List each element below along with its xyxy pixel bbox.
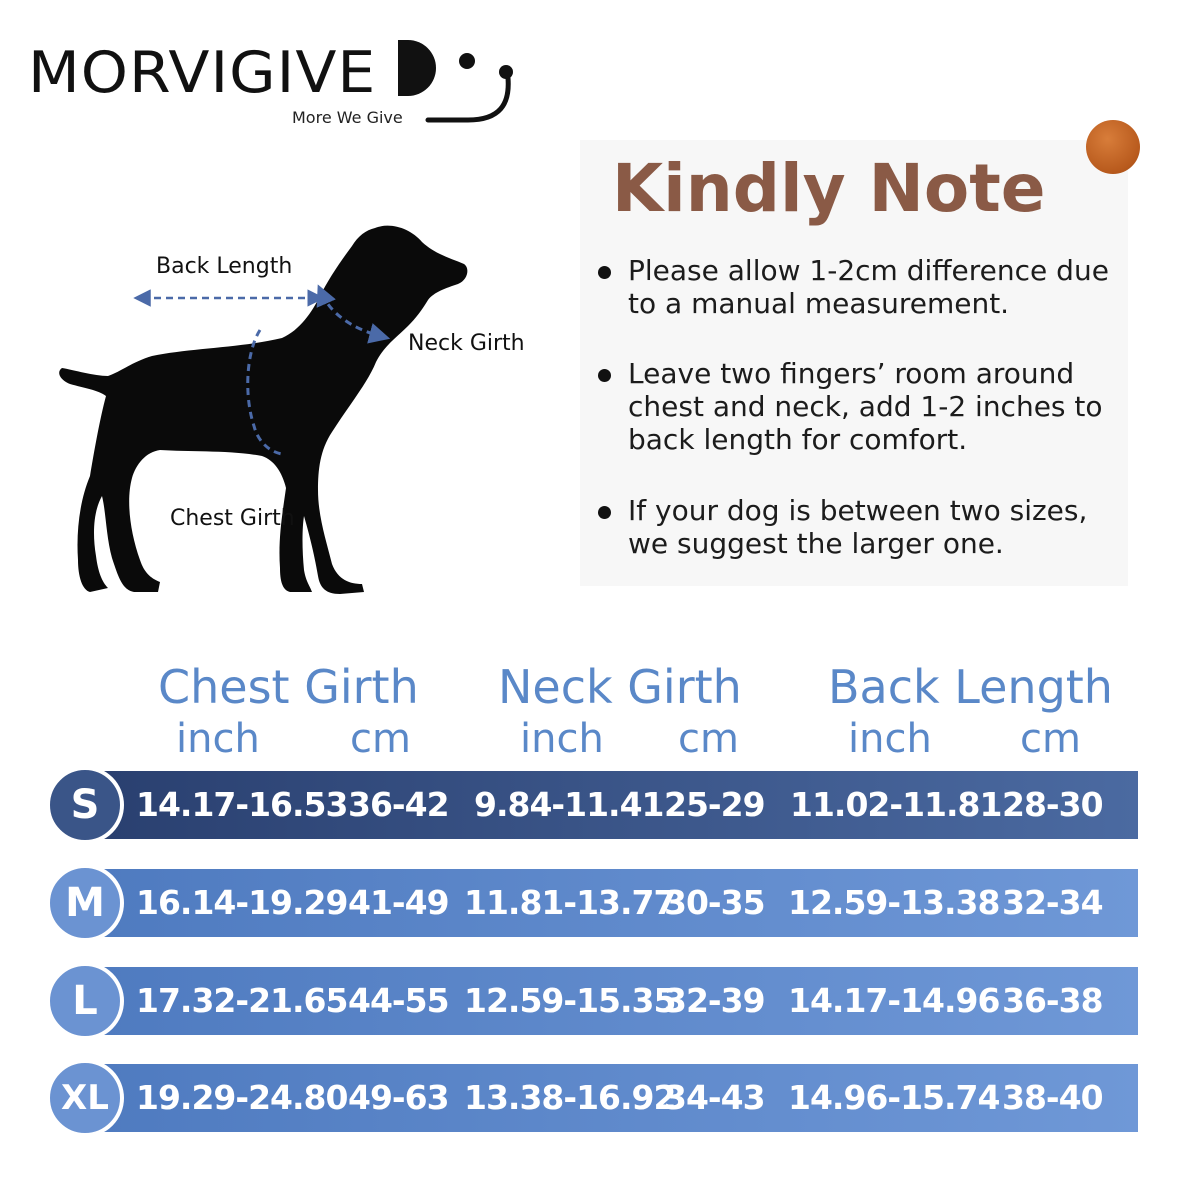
unit-header: cm — [678, 716, 739, 762]
table-cell: 13.38-16.92 — [464, 1078, 676, 1117]
table-cell: 49-63 — [348, 1078, 449, 1117]
table-cell: 44-55 — [348, 981, 449, 1020]
table-cell: 19.29-24.80 — [136, 1078, 348, 1117]
chest-girth-label: Chest Girth — [170, 506, 295, 531]
size-badge-m: M — [46, 864, 124, 942]
table-row — [104, 967, 1138, 1035]
size-badge-s: S — [46, 766, 124, 844]
unit-header: inch — [176, 716, 260, 762]
table-cell: 32-39 — [664, 981, 765, 1020]
table-cell: 34-43 — [664, 1078, 765, 1117]
table-cell: 32-34 — [1002, 883, 1103, 922]
note-bullet: Leave two fingers’ room around chest and neck, add 1-2 inches to back length for comfort. — [596, 357, 1126, 456]
size-badge-xl: XL — [46, 1059, 124, 1137]
note-bullet: If your dog is between two sizes, we suggest the larger one. — [596, 494, 1126, 560]
table-cell: 41-49 — [348, 883, 449, 922]
brand-logo-icon — [388, 34, 523, 128]
table-cell: 9.84-11.41 — [474, 785, 664, 824]
header-back-length: Back Length — [828, 660, 1113, 714]
unit-header: cm — [1020, 716, 1081, 762]
table-cell: 11.81-13.77 — [464, 883, 676, 922]
note-list — [596, 254, 1126, 597]
table-cell: 36-38 — [1002, 981, 1103, 1020]
table-row — [104, 771, 1138, 839]
back-length-label: Back Length — [156, 254, 293, 279]
unit-header: cm — [350, 716, 411, 762]
table-cell: 14.17-14.96 — [788, 981, 1000, 1020]
table-cell: 12.59-15.35 — [464, 981, 676, 1020]
table-cell: 30-35 — [664, 883, 765, 922]
table-cell: 14.17-16.53 — [136, 785, 348, 824]
size-badge-l: L — [46, 962, 124, 1040]
table-cell: 25-29 — [664, 785, 765, 824]
header-chest-girth: Chest Girth — [158, 660, 419, 714]
dog-icon — [59, 226, 467, 594]
brand-name: MORVIGIVE — [28, 39, 377, 107]
table-cell: 16.14-19.29 — [136, 883, 348, 922]
table-cell: 17.32-21.65 — [136, 981, 348, 1020]
unit-header: inch — [520, 716, 604, 762]
table-cell: 12.59-13.38 — [788, 883, 1000, 922]
decorative-dot — [1086, 120, 1140, 174]
note-bullet: Please allow 1-2cm difference due to a manual measurement. — [596, 254, 1126, 320]
brand-tagline: More We Give — [292, 108, 403, 127]
table-row — [104, 869, 1138, 937]
table-row — [104, 1064, 1138, 1132]
table-cell: 28-30 — [1002, 785, 1103, 824]
header-neck-girth: Neck Girth — [498, 660, 742, 714]
table-cell: 36-42 — [348, 785, 449, 824]
table-cell: 11.02-11.81 — [790, 785, 1002, 824]
note-title: Kindly Note — [612, 150, 1046, 227]
unit-header: inch — [848, 716, 932, 762]
neck-girth-label: Neck Girth — [408, 331, 525, 356]
table-cell: 38-40 — [1002, 1078, 1103, 1117]
table-cell: 14.96-15.74 — [788, 1078, 1000, 1117]
